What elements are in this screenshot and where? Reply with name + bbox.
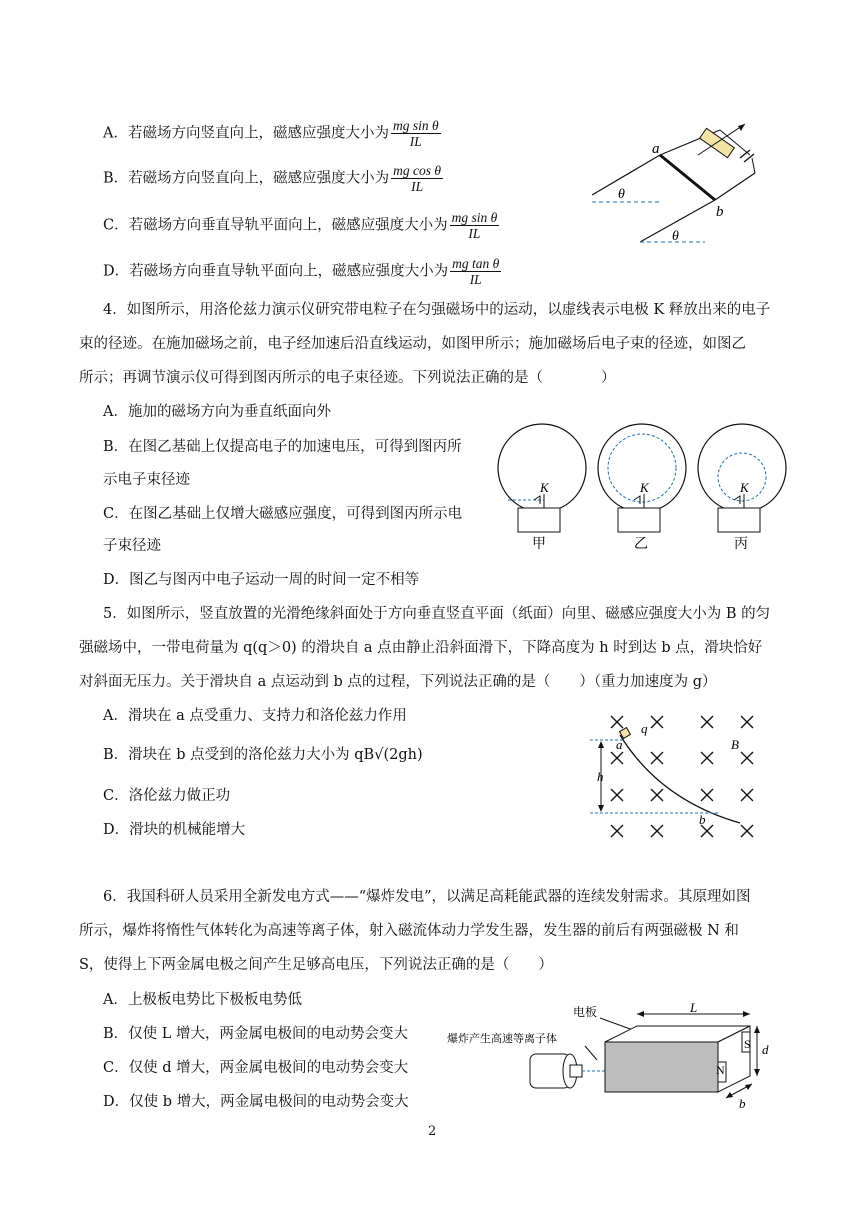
q5-stem-line-3: 对斜面无压力。关于滑块自 a 点运动到 b 点的过程，下列说法正确的是（ ）（重力加速度为 g）	[79, 674, 717, 690]
q4-stem-line-2: 束的径迹。在施加磁场之前，电子经加速后沿直线运动，如图甲所示；施加磁场后电子束的径迹，如图乙	[79, 336, 746, 352]
q3-option-d	[103, 256, 501, 287]
q5-label-a: a	[616, 737, 623, 752]
q4-option-a: A．施加的磁场方向为垂直纸面向外	[103, 404, 331, 420]
q5-field-figure	[585, 705, 785, 845]
q3-rail-figure	[580, 120, 800, 250]
q3-option-a-text: A．若磁场方向竖直向上，磁感应强度大小为	[103, 125, 389, 142]
q3-option-b-text: B．若磁场方向竖直向上，磁感应强度大小为	[103, 170, 390, 187]
q4-label-k-2: K	[640, 480, 649, 495]
q5-stem-line-1: 5．如图所示，竖直放置的光滑绝缘斜面处于方向垂直竖直平面（纸面）向里、磁感应强度大小为 B 的匀	[103, 606, 771, 622]
q3-option-d-text: D．若磁场方向垂直导轨平面向上，磁感应强度大小为	[103, 263, 449, 280]
q6-stem-line-2: 所示，爆炸将惰性气体转化为高速等离子体，射入磁流体动力学发生器，发生器的前后有两强磁极 N 和	[79, 923, 739, 939]
q6-option-d: D．仅使 b 增大，两金属电极间的电动势会变大	[103, 1094, 409, 1110]
q6-option-c: C．仅使 d 增大，两金属电极间的电动势会变大	[103, 1060, 409, 1076]
q4-option-d: D．图乙与图丙中电子运动一周的时间一定不相等	[103, 572, 420, 588]
q5-option-c: C．洛伦兹力做正功	[103, 788, 231, 804]
q5-label-b-field: B	[731, 737, 739, 752]
q4-stem-line-3: 所示；再调节演示仪可得到图丙所示的电子束径迹。下列说法正确的是（ ）	[79, 370, 616, 386]
q4-stem-line-1: 4．如图所示，用洛伦兹力演示仪研究带电粒子在匀强磁场中的运动，以虚线表示电极 K 释放出来的电子	[103, 302, 771, 318]
q6-label-l: L	[690, 1000, 698, 1015]
q3-label-b: b	[716, 204, 724, 220]
q3-option-a	[103, 118, 441, 149]
q3-option-c-text: C．若磁场方向垂直导轨平面向上，磁感应强度大小为	[103, 217, 448, 234]
q3-label-a: a	[652, 141, 660, 157]
q4-label-k-3: K	[740, 480, 749, 495]
q3-option-b	[103, 163, 443, 194]
q4-bulbs-figure	[490, 420, 790, 560]
q4-option-b-line-2: 示电子束径迹	[103, 472, 190, 488]
q4-option-c-line-2: 子束径迹	[103, 538, 161, 554]
q4-label-k-1: K	[540, 480, 549, 495]
q3-option-a-fraction: $\frac{\text{mg sin θ}}{IL}$	[392, 118, 439, 149]
q3-option-c	[103, 210, 499, 241]
q5-option-a: A．滑块在 a 点受重力、支持力和洛伦兹力作用	[103, 708, 407, 724]
q5-field-crosses	[611, 716, 753, 837]
q6-option-a: A．上极板电势比下极板电势低	[103, 992, 302, 1008]
q6-generator-figure	[445, 1002, 785, 1112]
q5-option-b: B．滑块在 b 点受到的洛伦兹力大小为 qB√(2gh)	[103, 747, 423, 763]
q4-label-jia: 甲	[532, 536, 546, 552]
q6-stem-line-1: 6．我国科研人员采用全新发电方式——“爆炸发电”，以满足高耗能武器的连续发射需求。其原理如图	[103, 889, 751, 905]
q6-label-d: d	[762, 1042, 769, 1057]
q4-option-b-line-1: B．在图乙基础上仅提高电子的加速电压，可得到图丙所	[103, 439, 462, 455]
q6-label-b: b	[739, 1096, 746, 1111]
q5-label-q: q	[641, 721, 648, 736]
q3-option-b-fraction: $\frac{\text{mg cos θ}}{IL}$	[393, 163, 442, 194]
q3-theta-2: θ	[672, 229, 679, 244]
q6-label-plasma: 爆炸产生高速等离子体	[447, 1032, 557, 1045]
q6-label-n: N	[716, 1063, 725, 1077]
q5-option-d: D．滑块的机械能增大	[103, 822, 246, 838]
q6-stem-line-3: S，使得上下两金属电极之间产生足够高电压，下列说法正确的是（ ）	[79, 957, 553, 973]
q6-label-s: S	[744, 1037, 751, 1051]
q6-label-electrode: 电板	[573, 1005, 598, 1019]
page-number: 2	[428, 1124, 437, 1139]
q5-label-h: h	[597, 769, 604, 784]
q5-label-b: b	[699, 812, 706, 827]
q4-label-yi: 乙	[634, 536, 648, 552]
q5-stem-line-2: 强磁场中，一带电荷量为 q(q＞0) 的滑块自 a 点由静止沿斜面滑下，下降高度为 h 时到达 b 点，滑块恰好	[79, 640, 763, 656]
q6-option-b: B．仅使 L 增大，两金属电极间的电动势会变大	[103, 1026, 409, 1042]
q4-option-c-line-1: C．在图乙基础上仅增大磁感应强度，可得到图丙所示电	[103, 506, 463, 522]
q3-theta-1: θ	[618, 187, 625, 202]
q3-option-c-fraction: $\frac{\text{mg sin θ}}{IL}$	[451, 210, 498, 241]
q3-option-d-fraction: $\frac{\text{mg tan θ}}{IL}$	[452, 256, 500, 287]
q4-label-bing: 丙	[734, 536, 748, 552]
